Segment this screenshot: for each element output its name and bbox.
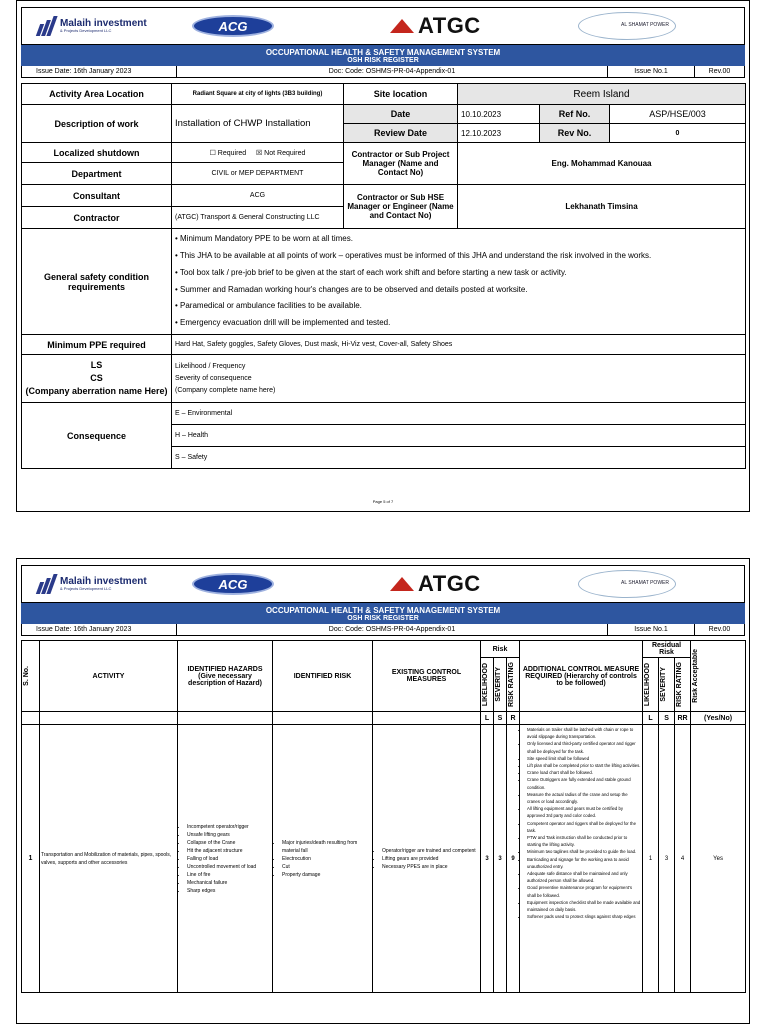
company-value: (Company complete name here) [175, 386, 276, 394]
review-label: Review Date [344, 124, 458, 143]
general-item: • Summer and Ramadan working hour's changes are to be observed and details posted at worksite. [175, 284, 528, 294]
register-title: OSH RISK REGISTER [347, 615, 419, 622]
sub-res-s: S [659, 712, 675, 725]
row-sno: 1 [22, 725, 40, 993]
row-risks [273, 725, 373, 993]
row-rr: 4 [675, 725, 691, 993]
site-location-value: Reem Island [458, 84, 746, 105]
rev: Rev.00 [708, 626, 731, 633]
table-row [22, 725, 746, 993]
system-title: OCCUPATIONAL HEALTH & SAFETY MANAGEMENT SYSTEM [265, 606, 501, 615]
system-title: OCCUPATIONAL HEALTH & SAFETY MANAGEMENT SYSTEM [265, 48, 501, 57]
consequence-e: E – Environmental [172, 403, 746, 425]
activity-area-label: Activity Area Location [22, 84, 172, 105]
additional-item: • Measure the actual radius of the crane and setup the cranes or load accordingly. [527, 791, 641, 805]
hse-value: Lekhanath Timsina [458, 185, 746, 229]
doc-code: Doc: Code: OSHMS-PR-04-Appendix-01 [177, 66, 608, 77]
hazard-item: • Sharp edges [187, 887, 271, 895]
sub-rr: RR [675, 712, 691, 725]
logo-bar [21, 565, 745, 603]
malaih-logo [36, 566, 147, 602]
col-acceptable: Risk Acceptable [691, 641, 746, 712]
additional-item: • Good preventive maintenance program for equipment's shall be followed. [527, 884, 641, 898]
sub-r: R [507, 712, 520, 725]
review-value: 12.10.2023 [458, 124, 540, 143]
col-additional: ADDITIONAL CONTROL MEASURE REQUIRED (Hierarchy of controls to be followed) [520, 641, 643, 712]
row-existing [373, 725, 481, 993]
company-label: (Company aberration name Here) [25, 386, 168, 396]
col-activity: ACTIVITY [40, 641, 178, 712]
sub-res-l: L [643, 712, 659, 725]
shams-logo: AL SHAMAT POWER [578, 566, 676, 602]
risk-item: • Cut [282, 863, 371, 871]
additional-item: • Adequate safe distance shall be maintained and only authorized person shall be allowed. [527, 870, 641, 884]
ls-cs-labels [22, 355, 172, 403]
ppe-value: Hard Hat, Safety goggles, Safety Gloves, Dust mask, Hi-Viz vest, Cover-all, Safety Shoes [172, 335, 746, 355]
additional-item: • Softener pads used to protect slings against sharp edges [527, 913, 641, 920]
roof-icon [390, 577, 414, 591]
rev-value: 0 [610, 124, 746, 143]
general-item: • Paramedical or ambulance facilities to be available. [175, 301, 362, 311]
sub-l: L [481, 712, 494, 725]
general-item: • Tool box talk / pre-job brief to be given at the start of each work shift and before starting a new task or activity. [175, 267, 567, 277]
contractor-pm-label: Contractor or Sub Project Manager (Name and Contact No) [344, 143, 458, 185]
general-item: • Minimum Mandatory PPE to be worn at all times. [175, 234, 353, 244]
consultant-label: Consultant [22, 185, 172, 207]
description-value: Installation of CHWP Installation [172, 105, 344, 143]
malaih-sub: & Projects Development LLC [60, 586, 112, 591]
acg-logo: ACG [192, 8, 274, 44]
malaih-logo [36, 8, 147, 44]
acg-logo: ACG [192, 566, 274, 602]
additional-item: • Minimum two taglines shall be provided to guide the load. [527, 848, 641, 855]
hazard-item: • Collapse of the Crane [187, 839, 271, 847]
ls-value: Likelihood / Frequency [175, 362, 246, 370]
system-band [21, 45, 745, 66]
hazard-item: • Hit the adjacent structure [187, 847, 271, 855]
contractor-pm-value: Eng. Mohammad Kanouaa [458, 143, 746, 185]
col-res-rating: RISK RATING [675, 658, 691, 712]
page-two [16, 558, 750, 1024]
shutdown-required-checkbox[interactable]: ☐ Required [209, 149, 247, 157]
col-res-likelihood: LIKELIHOOD [643, 658, 659, 712]
col-severity: SEVERITY [494, 658, 507, 712]
roof-icon [390, 19, 414, 33]
col-residual: Residual Risk [643, 641, 691, 658]
existing-item: • Lifting gears are provided [382, 855, 479, 863]
department-label: Department [22, 163, 172, 185]
risk-table [21, 640, 746, 993]
hazard-item: • Unsafe lifting gears [187, 831, 271, 839]
additional-item: • Equipment inspection checklist shall be made available and maintained on daily basis. [527, 899, 641, 913]
info-table [21, 83, 746, 469]
description-label: Description of work [22, 105, 172, 143]
issue-row [21, 624, 745, 636]
issue-no: Issue No.1 [608, 66, 695, 77]
cs-value: Severity of consequence [175, 374, 252, 382]
row-r: 9 [507, 725, 520, 993]
shams-logo: AL SHAMAT POWER [578, 8, 676, 44]
general-list [172, 229, 746, 335]
row-rl: 1 [643, 725, 659, 993]
general-label: General safety condition requirements [22, 229, 172, 335]
doc-code: Doc: Code: OSHMS-PR-04-Appendix-01 [177, 624, 608, 635]
contractor-value: (ATGC) Transport & General Constructing LLC [172, 207, 344, 229]
consequence-label: Consequence [22, 403, 172, 469]
general-item: • This JHA to be available at all points of work – operatives must be informed of this JHA and understand the risk involved in the works. [175, 251, 652, 261]
issue-date: Issue Date: 16th January 2023 [22, 624, 177, 635]
shutdown-label: Localized shutdown [22, 143, 172, 163]
hazard-item: • Line of fire [187, 871, 271, 879]
general-item: • Emergency evacuation drill will be implemented and tested. [175, 317, 391, 327]
cs-label: CS [90, 373, 103, 383]
additional-item: • PTW and Task instruction shall be conducted prior to starting the lifting activity. [527, 834, 641, 848]
hazard-item: • Incompetent operator/rigger [187, 823, 271, 831]
risk-item: • Property damage [282, 871, 371, 879]
hazard-item: • Uncontrolled movement of load [187, 863, 271, 871]
ls-label: LS [90, 360, 103, 370]
col-res-severity: SEVERITY [659, 658, 675, 712]
consultant-value: ACG [172, 185, 344, 207]
additional-item: • Crane Outriggers are fully extended and stable ground condition. [527, 776, 641, 790]
malaih-mark-icon [36, 574, 56, 594]
issue-row [21, 66, 745, 78]
row-s: 3 [494, 725, 507, 993]
col-likelihood: LIKELIHOOD [481, 658, 494, 712]
malaih-mark-icon [36, 16, 56, 36]
col-sno: S. No. [22, 641, 40, 712]
col-existing: EXISTING CONTROL MEASURES [373, 641, 481, 712]
row-acceptable: Yes [691, 725, 746, 993]
issue-no: Issue No.1 [608, 624, 695, 635]
date-value: 10.10.2023 [458, 105, 540, 124]
atgc-logo: ATGC [390, 8, 481, 44]
activity-area-value: Radiant Square at city of lights (3B3 building) [172, 84, 344, 105]
sub-yesno: (Yes/No) [691, 712, 746, 725]
ls-cs-values [172, 355, 746, 403]
shutdown-options [172, 143, 344, 163]
ref-value: ASP/HSE/003 [610, 105, 746, 124]
existing-item: • Necessary PPES are in place [382, 863, 479, 871]
issue-date: Issue Date: 16th January 2023 [22, 66, 177, 77]
additional-item: • Crane load chart shall be followed. [527, 769, 641, 776]
col-risk: IDENTIFIED RISK [273, 641, 373, 712]
col-rating: RISK RATING [507, 658, 520, 712]
shutdown-not-required-checkbox[interactable]: ☒ Not Required [255, 149, 306, 157]
page-one [16, 0, 750, 512]
col-risk-group: Risk [481, 641, 520, 658]
logo-bar [21, 7, 745, 45]
additional-item: • Site speed limit shall be followed [527, 755, 641, 762]
consequence-h: H – Health [172, 425, 746, 447]
row-rs: 3 [659, 725, 675, 993]
system-band [21, 603, 745, 624]
rev: Rev.00 [708, 68, 731, 75]
row-additional [520, 725, 643, 993]
malaih-sub: & Projects Development LLC [60, 28, 112, 33]
hse-label: Contractor or Sub HSE Manager or Engineer (Name and Contact No) [344, 185, 458, 229]
malaih-name: Malaih investment [60, 576, 147, 587]
row-l: 3 [481, 725, 494, 993]
page-number: Page 5 of 7 [372, 499, 394, 504]
register-title: OSH RISK REGISTER [347, 57, 419, 64]
site-location-label: Site location [344, 84, 458, 105]
hazard-item: • Mechanical failure [187, 879, 271, 887]
atgc-logo: ATGC [390, 566, 481, 602]
existing-item: • Operator/rigger are trained and competent [382, 847, 479, 855]
contractor-label: Contractor [22, 207, 172, 229]
hazard-item: • Falling of load [187, 855, 271, 863]
risk-item: • Electrocution [282, 855, 371, 863]
row-activity: Transportation and Mobilization of materials, pipes, spools, valves, supports and other accessories [40, 725, 178, 993]
row-hazards [178, 725, 273, 993]
consequence-s: S – Safety [172, 447, 746, 469]
department-value: CIVIL or MEP DEPARTMENT [172, 163, 344, 185]
additional-item: • Competent operator and riggers shall be deployed for the task. [527, 820, 641, 834]
ref-label: Ref No. [540, 105, 610, 124]
additional-item: • Materials on trailer shall be latched with chain or rope to avoid slippage during transportation. [527, 726, 641, 740]
date-label: Date [344, 105, 458, 124]
additional-item: • Barricading and signage for the working area to avoid unauthorized entry. [527, 856, 641, 870]
sub-s: S [494, 712, 507, 725]
col-hazards: IDENTIFIED HAZARDS (Give necessary description of Hazard) [178, 641, 273, 712]
additional-item: • All lifting equipment and gears must be certified by approved 3rd party and color coded. [527, 805, 641, 819]
malaih-name: Malaih investment [60, 18, 147, 29]
risk-item: • Major injuries/death resulting from material fall [282, 839, 371, 855]
additional-item: • Only licensed and third-party certified operator and rigger shall be deployed for the task. [527, 740, 641, 754]
ppe-label: Minimum PPE required [22, 335, 172, 355]
additional-item: • Lift plan shall be completed prior to start the lifting activities. [527, 762, 641, 769]
rev-label: Rev No. [540, 124, 610, 143]
